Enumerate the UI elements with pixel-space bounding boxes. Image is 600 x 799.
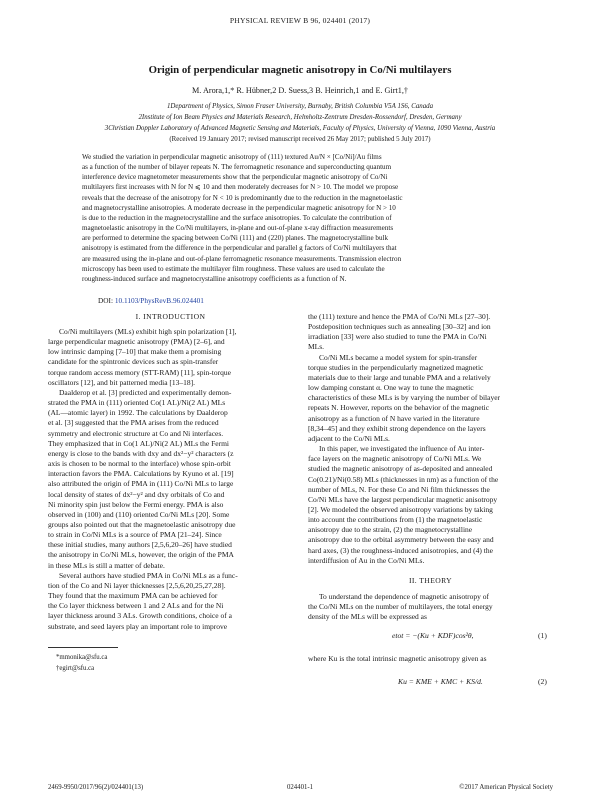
- doi-label: DOI:: [98, 296, 113, 305]
- abstract-line: reveals that the decrease of the anisotropy for N < 10 is predominantly due to the reduction in the magnetoelastic: [82, 193, 403, 202]
- footnote-rule: [48, 647, 118, 648]
- theory-text: [308, 592, 553, 622]
- abstract-line: microscopy has been used to estimate the multilayer film roughness. These values are used to calculate the: [82, 264, 385, 273]
- abstract-line: multilayers first increases with N for N ⩽ 10 and then moderately decreases for N > 10. The model we propose: [82, 183, 399, 192]
- text-line: interdiffusion of Au in the Co/Ni MLs.: [308, 555, 425, 565]
- text-line: substrate, and seed layers play an important role to improve: [48, 621, 228, 631]
- footnote-2: †egirt@sfu.ca: [56, 665, 95, 672]
- right-column-text: [308, 312, 553, 566]
- author-list: M. Arora,1,* R. Hübner,2 D. Suess,3 B. Heinrich,1 and E. Girt1,†: [192, 86, 408, 95]
- text-line: In this paper, we investigated the influence of Au inter-: [319, 444, 485, 454]
- section-heading-theory: II. THEORY: [408, 576, 453, 585]
- text-line: to strain in Co/Ni MLs is a source of PMA [21–24]. Since: [48, 530, 222, 540]
- text-line: into account the contributions from (1) the magnetoelastic: [308, 515, 483, 525]
- text-line: materials due to their large and tunable PMA and a relatively: [308, 372, 491, 382]
- affiliation-1: 1Department of Physics, Simon Fraser University, Burnaby, British Columbia V5A 1S6, Canada: [166, 103, 434, 110]
- text-line: anisotropy due to the strain, (2) the magnetocrystalline: [308, 525, 473, 535]
- text-line: the Co layer thickness between 1 and 2 ALs and for the Ni: [48, 601, 224, 611]
- text-line: [8,34–45] and they exhibit strong dependence on the layers: [308, 423, 486, 433]
- text-line: Co/Ni MLs have the largest perpendicular magnetic anisotropy: [308, 494, 498, 504]
- footnote-1: *mmonika@sfu.ca: [56, 654, 108, 661]
- text-line: adjacent to the Co/Ni MLs.: [308, 433, 390, 443]
- text-line: Postdeposition techniques such as annealing [30–32] and ion: [308, 322, 491, 332]
- text-line: irradiation [33] were also studied to tune the PMA in Co/Ni: [308, 332, 487, 342]
- text-line: the Co/Ni MLs on the number of multilayers, the total energy: [308, 602, 493, 612]
- text-line: low damping constant α. One way to tune the magnetic: [308, 383, 474, 393]
- text-line: repeats N. However, reports on the behavior of the magnetic: [308, 403, 490, 413]
- text-line: groups also pointed out that the magnetoelastic anisotropy due: [48, 519, 236, 529]
- text-line: Daalderop et al. [3] predicted and experimentally demon-: [59, 387, 232, 397]
- footer-issn: 2469-9950/2017/96(2)/024401(13): [48, 784, 144, 791]
- section-heading-intro: I. INTRODUCTION: [135, 312, 206, 321]
- abstract-line: magnetoelastic anisotropy in the Co/Ni multilayers, in-plane and out-of-plane x-ray diffraction measurements: [82, 224, 394, 233]
- text-line: To understand the dependence of magnetic anisotropy of: [319, 592, 490, 601]
- text-line: tion of the Co and Ni layer thicknesses [2,5,6,20,25,27,28].: [48, 580, 226, 590]
- equation-1: etot = −(Ku + KDF)cos²θ,: [392, 631, 474, 640]
- footer-page-number: 024401-1: [286, 784, 314, 791]
- text-line: studied the magnetic anisotropy of as-deposited and annealed: [308, 464, 493, 474]
- text-line: large perpendicular magnetic anisotropy (PMA) [2–6], and: [48, 337, 225, 347]
- text-line: layer thickness around 3 ALs. Growth conditions, choice of a: [48, 611, 232, 621]
- text-line: MLs.: [308, 342, 325, 352]
- abstract-line: anisotropy is estimated from the difference in the perpendicular and parallel g factors of Co/Ni multilayers that: [82, 244, 397, 253]
- text-line: interaction favors the PMA. Calculations by Kyuno et al. [19]: [48, 469, 234, 479]
- paper-title: Origin of perpendicular magnetic anisotropy in Co/Ni multilayers: [148, 64, 452, 76]
- text-line: strated the PMA in (111) oriented Co(1 AL)/Ni(2 AL) MLs: [48, 398, 226, 408]
- abstract-line: are measured using the in-plane and out-of-plane ferromagnetic resonance measurements. Transmission electron: [82, 254, 402, 263]
- text-line: also attributed the origin of PMA in (111) Co/Ni MLs to large: [48, 479, 234, 489]
- text-line: torque random access memory (STT-RAM) [11], spin-torque: [48, 367, 231, 377]
- text-line: oscillators [12], and bit patterned media [13–18].: [48, 377, 196, 387]
- abstract-line: are performed to determine the spacing between Co/Ni (111) and (220) planes. The magnetocrystalline bulk: [82, 234, 389, 243]
- equation-connector-text: where Ku is the total intrinsic magnetic anisotropy given as: [308, 654, 487, 663]
- abstract-line: We studied the variation in perpendicular magnetic anisotropy of (111) textured Au/N × [Co/Ni]/Au films: [82, 153, 382, 161]
- text-line: torque studies in the perpendicularly magnetized magnetic: [308, 362, 484, 372]
- abstract-line: roughness-induced surface and magnetocrystalline anisotropy coefficients as a function of N.: [82, 274, 347, 283]
- text-line: face layers on the magnetic anisotropy of Co/Ni MLs. We: [308, 454, 482, 464]
- equation-2: Ku = KME + KMC + KS/d.: [398, 677, 483, 686]
- text-line: Ni minority spin just below the Fermi energy. PMA is also: [48, 499, 224, 509]
- text-line: hard axes, (3) the roughness-induced anisotropies, and (4) the: [308, 545, 493, 555]
- abstract: [82, 152, 517, 284]
- text-line: energy is close to the bands with dxy and dx²−y² characters (z: [48, 448, 234, 458]
- equation-2-number: (2): [538, 677, 547, 686]
- doi-line: [98, 296, 204, 305]
- text-line: They emphasized that in Co(1 AL)/Ni(2 AL) MLs the Fermi: [48, 438, 230, 448]
- text-line: They found that the maximum PMA can be achieved for: [48, 591, 218, 601]
- text-line: Several authors have studied PMA in Co/Ni MLs as a func-: [59, 570, 238, 580]
- text-line: observed in (100) and (110) oriented Co/Ni MLs [20]. Some: [48, 509, 230, 519]
- text-line: number of MLs, N. For these Co and Ni film thicknesses the: [308, 484, 490, 494]
- text-line: axis is chosen to be normal to the interface) whose spin-orbit: [48, 459, 231, 469]
- text-line: Co/Ni multilayers (MLs) exhibit high spin polarization [1],: [59, 327, 237, 336]
- left-column-text: [48, 327, 293, 632]
- equation-1-number: (1): [538, 631, 547, 640]
- abstract-line: interference device magnetometer measurements show that the perpendicular magnetic anisotropy of Co/Ni: [82, 173, 388, 182]
- footer-copyright: ©2017 American Physical Society: [459, 784, 553, 791]
- text-line: characteristics of these MLs is by varying the number of bilayer: [308, 393, 501, 403]
- text-line: the anisotropy in Co/Ni MLs, however, the origin of the PMA: [48, 550, 234, 560]
- text-line: low intrinsic damping [7–10] that make them a promising: [48, 347, 222, 357]
- abstract-line: as a function of the number of bilayer repeats N. The ferromagnetic resonance and superconducting quantum: [82, 163, 392, 172]
- text-line: anisotropy due to the orbital asymmetry between the easy and: [308, 535, 494, 545]
- affiliation-3: 3Christian Doppler Laboratory of Advanced Magnetic Sensing and Materials, Faculty of Physics, University of Vienna, 1090 Vienna, Austria: [104, 125, 496, 132]
- text-line: candidate for the spintronic devices such as spin-transfer: [48, 357, 219, 367]
- text-line: in these MLs is still a matter of debate.: [48, 560, 165, 570]
- doi-link[interactable]: 10.1103/PhysRevB.96.024401: [114, 296, 204, 305]
- text-line: local density of states of dx²−y² and dxy orbitals of Co and: [48, 489, 225, 499]
- text-line: density of the MLs will be expressed as: [308, 612, 427, 622]
- text-line: (AL—atomic layer) in 1992. The calculations by Daalderop: [48, 408, 228, 418]
- running-head: PHYSICAL REVIEW B 96, 024401 (2017): [229, 16, 371, 25]
- affiliation-2: 2Institute of Ion Beam Physics and Materials Research, Helmholtz-Zentrum Dresden-Rossendorf, Dresden, Germany: [138, 114, 462, 121]
- text-line: the (111) texture and hence the PMA of Co/Ni MLs [27–30].: [308, 312, 491, 321]
- text-line: anisotropy as a function of N have varied in the literature: [308, 413, 480, 423]
- text-line: Co(0.21)/Ni(0.58) MLs (thicknesses in nm) as a function of the: [308, 474, 499, 484]
- received-dates: (Received 19 January 2017; revised manuscript received 26 May 2017; published 5 July 2017): [169, 136, 431, 143]
- text-line: symmetry and electronic structure at Co and Ni interfaces.: [48, 428, 224, 438]
- abstract-line: is due to the reduction in the magnetocrystalline and the surface anisotropies. To calculate the contribution of: [82, 213, 392, 222]
- text-line: [2]. We modeled the observed anisotropy variations by taking: [308, 504, 493, 514]
- text-line: Co/Ni MLs became a model system for spin-transfer: [319, 352, 478, 362]
- abstract-line: and magnetocrystalline anisotropies. A moderate decrease in the perpendicular magnetic anisotropy for N > 10: [82, 203, 396, 212]
- text-line: these initial studies, many authors [2,5,6,20–26] have studied: [48, 540, 232, 550]
- text-line: et al. [3] suggested that the PMA arises from the reduced: [48, 418, 219, 428]
